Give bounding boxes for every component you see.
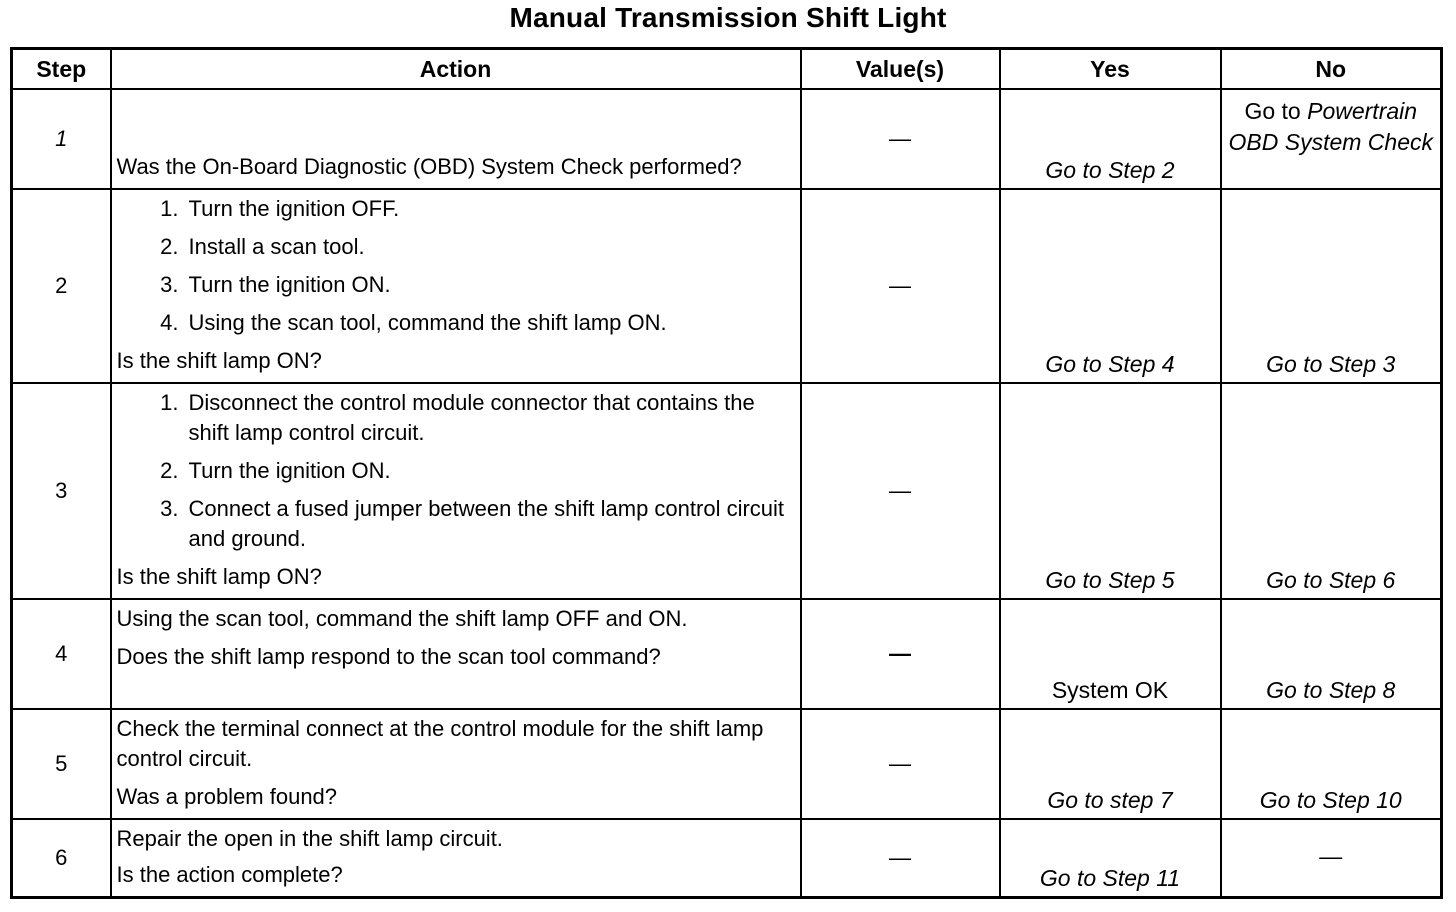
- list-text: Turn the ignition OFF.: [188, 196, 400, 221]
- list-item: [117, 308, 796, 338]
- header-no: No: [1221, 49, 1442, 90]
- action-text: Check the terminal connect at the control module for the shift lamp control circuit.: [116, 716, 764, 771]
- action-cell: [111, 383, 801, 599]
- list-item: [117, 232, 796, 262]
- value-cell: —: [801, 383, 1000, 599]
- action-text: Was the On-Board Diagnostic (OBD) System Check performed?: [116, 154, 742, 179]
- header-values: Value(s): [801, 49, 1000, 90]
- yes-link[interactable]: System OK: [1000, 599, 1221, 709]
- no-link-italic: Powertrain OBD System Check: [1228, 98, 1433, 155]
- no-link[interactable]: Go to Step 3: [1221, 189, 1442, 383]
- list-number: 1.: [160, 196, 179, 221]
- value-cell: —: [801, 189, 1000, 383]
- action-question: Is the shift lamp ON?: [116, 348, 322, 373]
- list-item: [117, 494, 796, 554]
- table-row-step-5: [12, 709, 1442, 819]
- value-cell: —: [801, 709, 1000, 819]
- page-title: Manual Transmission Shift Light: [509, 2, 947, 33]
- action-cell: [111, 89, 801, 189]
- list-number: 2.: [160, 458, 179, 483]
- step-number: 6: [12, 819, 111, 898]
- header-yes: Yes: [1000, 49, 1221, 90]
- list-text: Connect a fused jumper between the shift lamp control circuit and ground.: [188, 496, 785, 551]
- step-number: 3: [12, 383, 111, 599]
- list-text: Using the scan tool, command the shift lamp ON.: [188, 310, 667, 335]
- list-item: [117, 388, 796, 448]
- list-text: Disconnect the control module connector that contains the shift lamp control circuit.: [188, 390, 755, 445]
- action-list: [117, 194, 796, 338]
- list-number: 4.: [160, 310, 179, 335]
- yes-link[interactable]: Go to Step 2: [1000, 89, 1221, 189]
- table-row-step-2: [12, 189, 1442, 383]
- list-text: Install a scan tool.: [188, 234, 365, 259]
- action-cell: [111, 599, 801, 709]
- yes-link[interactable]: Go to Step 11: [1000, 819, 1221, 898]
- no-link[interactable]: Go to Step 10: [1221, 709, 1442, 819]
- table-row-step-6: [12, 819, 1442, 898]
- step-number: 5: [12, 709, 111, 819]
- table-row-step-3: [12, 383, 1442, 599]
- table-row-step-1: [12, 89, 1442, 189]
- action-text: Repair the open in the shift lamp circuit.: [116, 826, 503, 851]
- yes-link[interactable]: Go to Step 4: [1000, 189, 1221, 383]
- no-link[interactable]: [1221, 89, 1442, 189]
- header-action: Action: [111, 49, 801, 90]
- list-number: 3.: [160, 272, 179, 297]
- list-item: [117, 270, 796, 300]
- list-number: 1.: [160, 390, 179, 415]
- diagnostic-table: [10, 47, 1443, 899]
- header-step: Step: [12, 49, 111, 90]
- action-cell: [111, 819, 801, 898]
- action-cell: [111, 189, 801, 383]
- table-header-row: [12, 49, 1442, 90]
- list-item: [117, 194, 796, 224]
- list-text: Turn the ignition ON.: [188, 458, 391, 483]
- value-cell: —: [801, 599, 1000, 709]
- list-text: Turn the ignition ON.: [188, 272, 391, 297]
- list-number: 2.: [160, 234, 179, 259]
- action-question: Does the shift lamp respond to the scan tool command?: [116, 644, 661, 669]
- action-list: [117, 388, 796, 554]
- yes-link[interactable]: Go to step 7: [1000, 709, 1221, 819]
- action-question: Is the shift lamp ON?: [116, 564, 322, 589]
- yes-link[interactable]: Go to Step 5: [1000, 383, 1221, 599]
- list-item: [117, 456, 796, 486]
- table-row-step-4: [12, 599, 1442, 709]
- action-question: Is the action complete?: [116, 862, 343, 887]
- no-link-prefix: Go to: [1244, 98, 1301, 124]
- action-question: Was a problem found?: [116, 784, 338, 809]
- list-number: 3.: [160, 496, 179, 521]
- no-link[interactable]: Go to Step 8: [1221, 599, 1442, 709]
- step-number: 1: [12, 89, 111, 189]
- value-cell: —: [801, 819, 1000, 898]
- no-link[interactable]: Go to Step 6: [1221, 383, 1442, 599]
- step-number: 2: [12, 189, 111, 383]
- action-text: Using the scan tool, command the shift lamp OFF and ON.: [116, 606, 688, 631]
- step-number: 4: [12, 599, 111, 709]
- no-value: —: [1221, 819, 1442, 898]
- value-cell: —: [801, 89, 1000, 189]
- action-cell: [111, 709, 801, 819]
